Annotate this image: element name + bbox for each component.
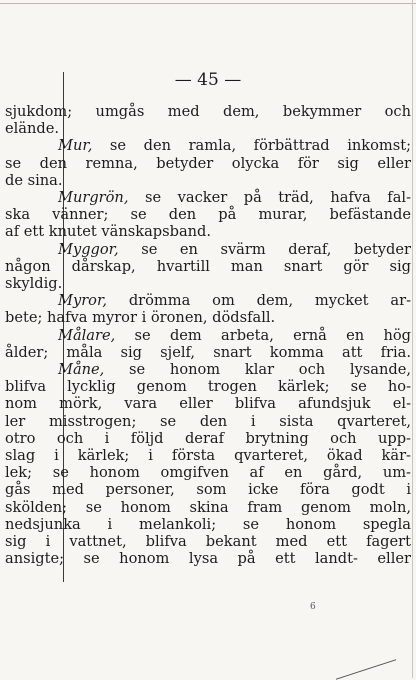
entry-headword: Murgrön, — [58, 189, 129, 207]
text-line — [5, 413, 411, 430]
text-line — [5, 241, 411, 258]
corner-scratch — [336, 637, 396, 679]
page-number: — 45 — — [174, 70, 242, 90]
text-line — [5, 550, 411, 567]
line-text: af ett knutet vänskapsband. — [5, 223, 212, 241]
text-line — [5, 447, 411, 464]
line-text: sjukdom; umgås med dem, bekymmer och — [5, 103, 411, 120]
text-line — [5, 155, 411, 172]
printer-mark: 6 — [310, 602, 316, 612]
entry-headword: Myror, — [58, 292, 107, 310]
text-line — [5, 395, 411, 412]
text-line — [5, 223, 411, 240]
line-text: nedsjunka i melankoli; se honom spegla — [5, 515, 411, 533]
line-text: ska vänner; se den på murar, befästande — [5, 206, 411, 224]
text-line — [5, 378, 411, 395]
line-text: skölden; se honom skina fram genom moln, — [5, 498, 411, 516]
line-text: sig i vattnet, blifva bekant med ett fagert — [5, 533, 411, 551]
text-line — [5, 327, 411, 344]
line-text: drömma om dem, mycket ar- — [106, 292, 411, 310]
line-text: se den remna, betyder olycka för sig eller — [5, 154, 411, 172]
line-text: gås med personer, som icke föra godt i — [5, 481, 411, 499]
text-line — [5, 292, 411, 309]
line-text: lek; se honom omgifven af en gård, um- — [5, 464, 411, 482]
text-line — [5, 206, 411, 223]
text-line — [5, 481, 411, 498]
text-line — [5, 172, 411, 189]
line-text: någon dårskap, hvartill man snart gör sig — [5, 257, 411, 275]
text-line — [5, 464, 411, 481]
line-text: ler misstrogen; se den i sista qvarteret, — [5, 412, 411, 430]
entry-headword: Mur, — [58, 137, 93, 155]
text-line — [5, 309, 411, 326]
line-text: blifva lycklig genom trogen kärlek; se ho- — [5, 378, 411, 396]
text-line — [5, 533, 411, 550]
text-line — [5, 430, 411, 447]
line-text: otro och i följd deraf brytning och upp- — [5, 429, 411, 447]
line-text: ålder; måla sig sjelf, snart komma att fria. — [5, 343, 411, 361]
text-line — [5, 275, 411, 292]
line-text: se den ramla, förbättrad inkomst; — [92, 137, 411, 155]
line-text: ansigte; se honom lysa på ett landt- eller — [5, 550, 411, 568]
line-text: se honom klar och lysande, — [104, 361, 411, 379]
page-edge-right — [412, 0, 413, 678]
entry-headword: Måne, — [58, 361, 105, 379]
line-text: de sina. — [5, 171, 63, 189]
line-text: se dem arbeta, ernå en hög — [115, 326, 411, 344]
text-line — [5, 344, 411, 361]
page-edge-top — [0, 3, 416, 4]
text-line — [5, 103, 411, 120]
line-text: nom mörk, vara eller blifva afundsjuk el- — [5, 395, 411, 413]
line-text: se vacker på träd, hafva fal- — [128, 189, 411, 207]
entry-headword: Målare, — [58, 326, 116, 344]
body-text — [5, 103, 411, 567]
text-line — [5, 137, 411, 154]
text-line — [5, 516, 411, 533]
text-line — [5, 499, 411, 516]
text-line — [5, 120, 411, 137]
text-line — [5, 189, 411, 206]
text-line — [5, 258, 411, 275]
line-text: elände. — [5, 120, 60, 138]
entry-headword: Myggor, — [58, 240, 119, 258]
text-line — [5, 361, 411, 378]
line-text: skyldig. — [5, 275, 63, 293]
line-text: slag i kärlek; i första qvarteret, ökad kär- — [5, 447, 411, 465]
line-text: bete; hafva myror i öronen, dödsfall. — [5, 309, 276, 327]
line-text: se en svärm deraf, betyder — [118, 240, 411, 258]
